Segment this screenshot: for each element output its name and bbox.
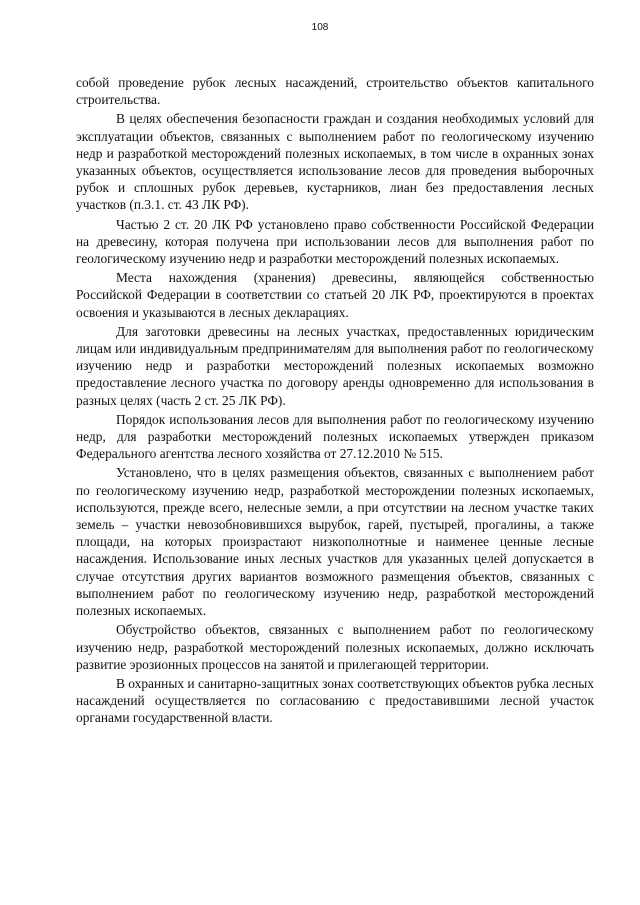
- paragraph-wood-harvesting: Для заготовки древесины на лесных участках, предоставленных юридическим лицам или индивидуальным предпринимателям для выполнения работ по геологическому изучению недр и разработки месторождений полезных ископаемых возможно предоставление лесного участка по договору аренды одновременно для использования в разных целях (часть 2 ст. 25 ЛК РФ).: [76, 323, 594, 408]
- paragraph-protection-zones: В охранных и санитарно-защитных зонах соответствующих объектов рубка лесных насаждений осуществляется по согласованию с предоставившими лесной участок органами государственной власти.: [76, 675, 594, 726]
- paragraph-erosion-prevention: Обустройство объектов, связанных с выполнением работ по геологическому изучению недр, разработкой месторождений полезных ископаемых, должно исключать развитие эрозионных процессов на занятой и прилегающей территории.: [76, 622, 594, 672]
- paragraph-object-placement: Установлено, что в целях размещения объектов, связанных с выполнением работ по геологическому изучению недр, разработкой месторождении полезных ископаемых, используются, прежде всего, нелесные земли, а при отсутствии на лесном участке таких земель – участки невозобновившихся вырубок, гарей, пустырей, прогалины, а также площади, на которых произрастают низкополнотные и наименее ценные лесные насаждения. Использование иных лесных участков для указанных целей допускается в случае отсутствия других вариантов возможного размещения объектов, связанных с выполнением работ по геологическому изучению недр, разработкой месторождений полезных ископаемых.: [76, 465, 594, 619]
- paragraph-wood-storage: Места нахождения (хранения) древесины, являющейся собственностью Российской Федерации в соответствии со статьей 20 ЛК РФ, проектируются в проектах освоения и указываются в лесных декларациях.: [76, 270, 594, 320]
- page-number: 108: [311, 22, 329, 33]
- paragraph-wood-ownership: Частью 2 ст. 20 ЛК РФ установлено право собственности Российской Федерации на древесину, которая получена при использовании лесов для выполнения работ по геологическому изучению недр и разработки месторождений полезных ископаемых.: [76, 216, 594, 267]
- paragraph-safety-logging: В целях обеспечения безопасности граждан и создания необходимых условий для эксплуатации объектов, связанных с выполнением работ по геологическому изучению недр и разработкой месторождений полезных ископаемых, в том числе в охранных зонах указанных объектов, осуществляется использование лесов для проведения выборочных рубок и сплошных рубок деревьев, кустарников, лиан без предоставления лесных участков (п.3.1. ст. 43 ЛК РФ).: [76, 111, 594, 213]
- document-body: [76, 74, 594, 729]
- paragraph-continuation: собой проведение рубок лесных насаждений, строительство объектов капитального строительства.: [76, 75, 594, 108]
- paragraph-forest-use-order: Порядок использования лесов для выполнения работ по геологическому изучению недр, для разработки месторождений полезных ископаемых утвержден приказом Федерального агентства лесного хозяйства от 27.12.2010 № 515.: [76, 411, 594, 462]
